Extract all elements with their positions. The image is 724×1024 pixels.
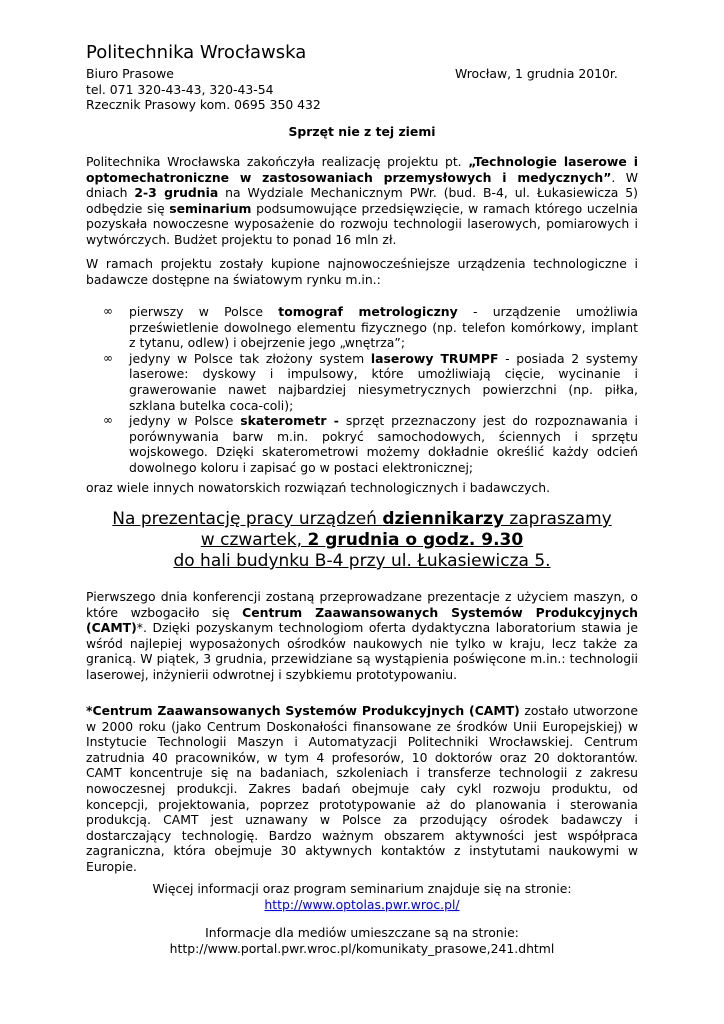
- conference-paragraph: Pierwszego dnia konferencji zostaną przeprowadzane prezentacje z użyciem maszyn, o które wzbogaciło się Centrum Zaawansowanych Systemów Produkcyjnych (CAMT)*. Dzięki pozyskanym technologiom oferta dydaktyczna laboratorium stawia je wśród najlepiej wyposażonych ośrodków naukowych nie tylko w kraju, lecz także za granicą. W piątek, 3 grudnia, przewidziane są wystąpienia poświęcone m.in.: technologii laserowej, inżynierii odwrotnej i szybkiemu prototypowaniu.: [86, 589, 639, 682]
- more-info-text: Więcej informacji oraz program seminarium znajduje się na stronie:: [152, 881, 572, 896]
- equipment-list: [103, 304, 638, 476]
- seminar-link[interactable]: http://www.optolas.pwr.wroc.pl/: [264, 897, 460, 912]
- page-title: Sprzęt nie z tej ziemi: [288, 124, 436, 139]
- purchased-paragraph: W ramach projektu zostały kupione najnowocześniejsze urządzenia technologiczne i badawcze dostępne na światowym rynku m.in.:: [86, 256, 638, 287]
- spokesman-contact: Rzecznik Prasowy kom. 0695 350 432: [86, 97, 321, 112]
- list-item: ∞ pierwszy w Polsce tomograf metrologiczny - urządzenie umożliwia prześwietlenie dowolnego elementu fizycznego (np. telefon komórkowy, implant z tytanu, odlew) i obejrzenie jego „wnętrza”;: [103, 304, 638, 351]
- list-item: ∞ jedyny w Polsce tak złożony system laserowy TRUMPF - posiada 2 systemy laserowe: dyskowy i impulsowy, które umożliwiają cięcie, wycinanie i grawerowanie nawet najbardziej niesymetrycznych powierzchni (np. piłka, szklana butelka coca-coli);: [103, 350, 638, 413]
- list-item: ∞ jedyny w Polsce skaterometr - sprzęt przeznaczony jest do rozpoznawania i porównywania barw m.in. pokryć samochodowych, ściennych i sprzętu wojskowego. Dzięki skaterometrowi możemy dokładnie określić każdy odcień dowolnego koloru i zapisać go w postaci elektronicznej;: [103, 413, 639, 475]
- camt-paragraph: *Centrum Zaawansowanych Systemów Produkcyjnych (CAMT) zostało utworzone w 2000 roku (jako Centrum Doskonałości finansowane ze środków Unii Europejskiej) w Instytucie Technologii Maszyn i Automatyzacji Politechniki Wrocławskiej. Centrum zatrudnia 40 pracowników, w tym 4 profesorów, 10 doktorów oraz 20 doktorantów. CAMT koncentruje się na badaniach, szkoleniach i transferze technologii z zakresu nowoczesnej produkcji. Zakres badań obejmuje cały cykl rozwoju produktu, od koncepcji, projektowania, poprzez prototypowanie aż do planowania i sterowania produkcją. CAMT jest uznawany w Polsce za przodujący ośrodek badawczy i dostarczający technologię. Bardzo ważnym obszarem aktywności jest współpraca zagraniczna, która obejmuje 30 aktywnych kontaktów z instytutami naukowymi w Europie.: [86, 703, 638, 874]
- phone-numbers: tel. 071 320-43-43, 320-43-54: [86, 82, 274, 97]
- press-portal-link: http://www.portal.pwr.wroc.pl/komunikaty_prasowe,241.dhtml: [169, 941, 555, 956]
- press-office: Biuro Prasowe: [86, 66, 174, 81]
- intro-paragraph: Politechnika Wrocławska zakończyła realizację projektu pt. „Technologie laserowe i optomechatroniczne w zastosowaniach przemysłowych i medycznych”. W dniach 2-3 grudnia na Wydziale Mechanicznym PWr. (bud. B-4, ul. Łukasiewicza 5) odbędzie się seminarium podsumowujące przedsięwzięcie, w ramach którego uczelnia pozyskała nowoczesne wyposażenie do rozwoju technologii laserowych, pomiarowych i wytwórczych. Budżet projektu to ponad 16 mln zł.: [86, 154, 639, 247]
- seminar-link-line: [86, 897, 638, 913]
- media-info-text: Informacje dla mediów umieszczane są na stronie:: [205, 925, 519, 940]
- journalist-invitation: Na prezentację pracy urządzeń dziennikarzy zapraszamy w czwartek, 2 grudnia o godz. 9.30 do hali budynku B-4 przy ul. Łukasiewicza 5.: [112, 509, 612, 571]
- others-paragraph: oraz wiele innych nowatorskich rozwiązań technologicznych i badawczych.: [86, 480, 551, 495]
- infinity-bullet-icon: ∞: [103, 350, 113, 365]
- infinity-bullet-icon: ∞: [103, 413, 113, 428]
- document-date: Wrocław, 1 grudnia 2010r.: [455, 66, 618, 81]
- organization-name: Politechnika Wrocławska: [86, 42, 307, 63]
- infinity-bullet-icon: ∞: [103, 304, 113, 318]
